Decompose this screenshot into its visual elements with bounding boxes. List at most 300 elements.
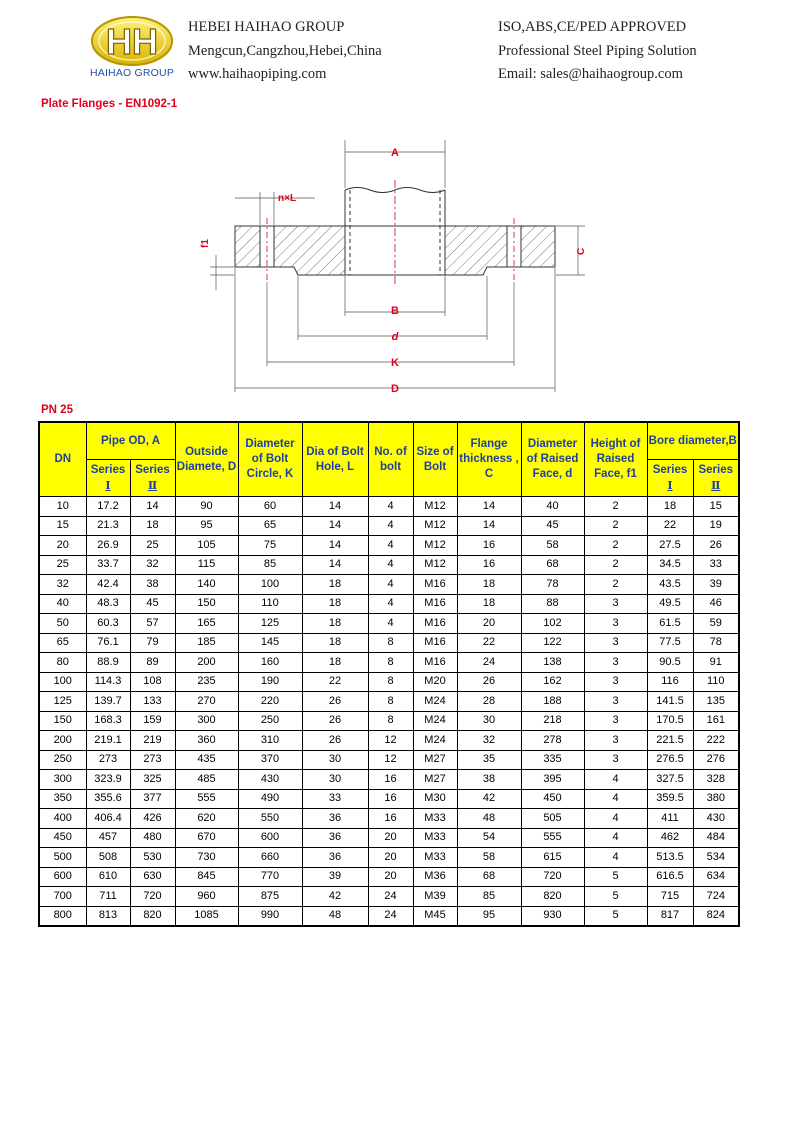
flange-drawing	[190, 130, 610, 400]
hh-logo-icon	[82, 14, 182, 69]
table-cell: 135	[693, 692, 739, 712]
table-cell: 634	[693, 867, 739, 887]
table-cell: 48.3	[86, 594, 130, 614]
table-cell: 505	[521, 809, 584, 829]
table-cell: 377	[130, 789, 175, 809]
table-cell: M45	[413, 906, 457, 926]
table-cell: 39	[693, 575, 739, 595]
table-cell: M33	[413, 828, 457, 848]
table-cell: 33.7	[86, 555, 130, 575]
table-cell: 4	[584, 848, 647, 868]
company-address: Mengcun,Cangzhou,Hebei,China	[188, 42, 382, 59]
table-cell: 400	[39, 809, 86, 829]
table-cell: 325	[130, 770, 175, 790]
dim-d-small-label: d	[391, 331, 399, 343]
table-cell: 170.5	[647, 711, 693, 731]
table-cell: 273	[86, 750, 130, 770]
table-cell: 610	[86, 867, 130, 887]
table-cell: 4	[584, 828, 647, 848]
table-cell: 327.5	[647, 770, 693, 790]
table-cell: 40	[521, 497, 584, 517]
table-cell: 5	[584, 867, 647, 887]
table-cell: M16	[413, 594, 457, 614]
table-cell: 2	[584, 536, 647, 556]
table-cell: 3	[584, 750, 647, 770]
table-cell: 276	[693, 750, 739, 770]
header-pipe-series-1	[86, 460, 130, 497]
svg-text:HH: HH	[106, 21, 158, 62]
table-cell: 159	[130, 711, 175, 731]
table-cell: 4	[368, 575, 413, 595]
table-cell: 555	[521, 828, 584, 848]
table-cell: 4	[584, 789, 647, 809]
table-row	[39, 867, 739, 887]
table-cell: 2	[584, 555, 647, 575]
series-label: Series	[652, 463, 688, 476]
table-cell: 18	[457, 594, 521, 614]
header-bolt-hole: Dia of Bolt Hole, L	[302, 422, 368, 497]
flange-spec-table	[38, 421, 740, 927]
table-header-row	[39, 422, 739, 460]
table-cell: 770	[238, 867, 302, 887]
table-cell: 4	[368, 497, 413, 517]
table-cell: 359.5	[647, 789, 693, 809]
table-cell: 110	[693, 672, 739, 692]
table-cell: 4	[584, 770, 647, 790]
table-cell: 162	[521, 672, 584, 692]
table-cell: 26.9	[86, 536, 130, 556]
table-cell: 145	[238, 633, 302, 653]
table-cell: 125	[39, 692, 86, 712]
table-cell: 380	[693, 789, 739, 809]
header-no-of-bolt: No. of bolt	[368, 422, 413, 497]
table-cell: 960	[175, 887, 238, 907]
table-cell: 38	[130, 575, 175, 595]
table-cell: M36	[413, 867, 457, 887]
table-cell: 26	[693, 536, 739, 556]
table-row	[39, 497, 739, 517]
table-cell: 250	[238, 711, 302, 731]
table-cell: 36	[302, 848, 368, 868]
table-cell: 24	[368, 887, 413, 907]
table-cell: 278	[521, 731, 584, 751]
table-cell: M16	[413, 575, 457, 595]
table-cell: 435	[175, 750, 238, 770]
table-cell: 490	[238, 789, 302, 809]
table-cell: 817	[647, 906, 693, 926]
table-cell: 328	[693, 770, 739, 790]
table-row	[39, 653, 739, 673]
table-cell: M20	[413, 672, 457, 692]
table-cell: 24	[368, 906, 413, 926]
table-cell: M24	[413, 731, 457, 751]
table-row	[39, 594, 739, 614]
series-label: Series	[135, 463, 170, 476]
table-cell: 360	[175, 731, 238, 751]
series-numeral: Ⅱ	[147, 478, 158, 492]
table-cell: 32	[39, 575, 86, 595]
page-title: Plate Flanges - EN1092-1	[41, 98, 178, 110]
table-row	[39, 614, 739, 634]
table-cell: 715	[647, 887, 693, 907]
table-cell: 534	[693, 848, 739, 868]
table-cell: 141.5	[647, 692, 693, 712]
table-cell: 185	[175, 633, 238, 653]
table-cell: 270	[175, 692, 238, 712]
dim-b-label: B	[391, 305, 399, 317]
table-cell: 4	[584, 809, 647, 829]
approval-text: ISO,ABS,CE/PED APPROVED	[498, 19, 687, 35]
table-cell: 90.5	[647, 653, 693, 673]
table-cell: M16	[413, 653, 457, 673]
table-cell: 57	[130, 614, 175, 634]
table-cell: 724	[693, 887, 739, 907]
table-cell: 800	[39, 906, 86, 926]
table-row	[39, 809, 739, 829]
table-cell: 79	[130, 633, 175, 653]
table-row	[39, 731, 739, 751]
table-row	[39, 536, 739, 556]
table-cell: 95	[175, 516, 238, 536]
dim-f1-label: f1	[200, 239, 211, 248]
table-cell: 484	[693, 828, 739, 848]
table-cell: 16	[368, 789, 413, 809]
header-outside-diameter: Outside Diamete, D	[175, 422, 238, 497]
flange-cross-section-diagram	[190, 130, 610, 400]
table-row	[39, 789, 739, 809]
table-cell: 3	[584, 633, 647, 653]
logo-text: HAIHAO GROUP	[89, 67, 175, 79]
table-cell: 395	[521, 770, 584, 790]
dim-a-label: A	[391, 147, 399, 159]
table-cell: M27	[413, 770, 457, 790]
table-cell: 4	[368, 614, 413, 634]
table-cell: 139.7	[86, 692, 130, 712]
table-row	[39, 516, 739, 536]
table-cell: 370	[238, 750, 302, 770]
table-cell: 18	[302, 594, 368, 614]
table-cell: 200	[175, 653, 238, 673]
table-cell: 430	[693, 809, 739, 829]
table-row	[39, 711, 739, 731]
table-cell: 18	[647, 497, 693, 517]
table-cell: 50	[39, 614, 86, 634]
table-cell: 65	[39, 633, 86, 653]
table-cell: 14	[302, 536, 368, 556]
header-raised-face-height: Height of Raised Face, f1	[584, 422, 647, 497]
table-cell: 480	[130, 828, 175, 848]
table-cell: 165	[175, 614, 238, 634]
table-cell: 5	[584, 906, 647, 926]
table-cell: 58	[521, 536, 584, 556]
table-cell: 406.4	[86, 809, 130, 829]
table-cell: 33	[693, 555, 739, 575]
table-cell: 133	[130, 692, 175, 712]
table-cell: 91	[693, 653, 739, 673]
table-cell: 219.1	[86, 731, 130, 751]
dim-nxl-label: n×L	[278, 193, 297, 204]
table-cell: 34.5	[647, 555, 693, 575]
table-cell: 600	[39, 867, 86, 887]
table-cell: 32	[130, 555, 175, 575]
table-cell: 2	[584, 497, 647, 517]
table-cell: 30	[302, 770, 368, 790]
table-cell: 310	[238, 731, 302, 751]
table-cell: 600	[238, 828, 302, 848]
table-cell: 411	[647, 809, 693, 829]
table-cell: 200	[39, 731, 86, 751]
table-cell: 78	[521, 575, 584, 595]
table-cell: 4	[368, 555, 413, 575]
pressure-class: PN 25	[41, 404, 73, 416]
table-cell: 8	[368, 672, 413, 692]
table-cell: 14	[302, 516, 368, 536]
table-cell: 20	[368, 848, 413, 868]
table-row	[39, 750, 739, 770]
table-cell: 457	[86, 828, 130, 848]
table-cell: 100	[238, 575, 302, 595]
table-cell: 26	[302, 711, 368, 731]
table-cell: M27	[413, 750, 457, 770]
table-cell: 4	[368, 536, 413, 556]
table-cell: M24	[413, 711, 457, 731]
table-cell: 1085	[175, 906, 238, 926]
table-cell: 78	[693, 633, 739, 653]
table-cell: 16	[368, 770, 413, 790]
table-cell: 33	[302, 789, 368, 809]
table-cell: 670	[175, 828, 238, 848]
table-row	[39, 692, 739, 712]
table-cell: 616.5	[647, 867, 693, 887]
table-cell: 59	[693, 614, 739, 634]
table-cell: 3	[584, 731, 647, 751]
table-cell: 3	[584, 614, 647, 634]
table-cell: 18	[302, 614, 368, 634]
table-cell: 30	[302, 750, 368, 770]
table-cell: 450	[521, 789, 584, 809]
table-cell: 990	[238, 906, 302, 926]
table-cell: 300	[175, 711, 238, 731]
table-cell: 54	[457, 828, 521, 848]
table-cell: 65	[238, 516, 302, 536]
table-cell: 68	[521, 555, 584, 575]
table-cell: 273	[130, 750, 175, 770]
table-cell: 168.3	[86, 711, 130, 731]
table-cell: 3	[584, 672, 647, 692]
table-cell: 10	[39, 497, 86, 517]
table-cell: 700	[39, 887, 86, 907]
table-cell: 4	[368, 516, 413, 536]
table-cell: 150	[39, 711, 86, 731]
table-cell: 426	[130, 809, 175, 829]
table-cell: 630	[130, 867, 175, 887]
table-cell: 26	[302, 692, 368, 712]
table-cell: 45	[521, 516, 584, 536]
table-cell: M16	[413, 614, 457, 634]
table-cell: 276.5	[647, 750, 693, 770]
table-cell: 14	[302, 555, 368, 575]
table-cell: 820	[130, 906, 175, 926]
table-cell: 48	[302, 906, 368, 926]
table-cell: 77.5	[647, 633, 693, 653]
table-cell: 845	[175, 867, 238, 887]
table-cell: 2	[584, 575, 647, 595]
table-cell: 27.5	[647, 536, 693, 556]
table-cell: 8	[368, 653, 413, 673]
header-pipe-series-2	[130, 460, 175, 497]
series-label: Series	[698, 463, 734, 476]
table-cell: M24	[413, 692, 457, 712]
table-cell: 19	[693, 516, 739, 536]
table-cell: 20	[39, 536, 86, 556]
table-cell: M12	[413, 516, 457, 536]
table-cell: 620	[175, 809, 238, 829]
table-cell: 138	[521, 653, 584, 673]
table-cell: 95	[457, 906, 521, 926]
table-cell: 508	[86, 848, 130, 868]
table-cell: 711	[86, 887, 130, 907]
dim-d-label: D	[391, 383, 399, 395]
table-cell: 355.6	[86, 789, 130, 809]
table-cell: 48	[457, 809, 521, 829]
table-cell: M12	[413, 536, 457, 556]
table-cell: 730	[175, 848, 238, 868]
table-cell: 323.9	[86, 770, 130, 790]
table-cell: 235	[175, 672, 238, 692]
table-cell: 18	[302, 653, 368, 673]
table-cell: 150	[175, 594, 238, 614]
company-website[interactable]: www.haihaopiping.com	[188, 66, 327, 82]
table-cell: 115	[175, 555, 238, 575]
table-cell: 36	[302, 828, 368, 848]
header-flange-thickness: Flange thickness , C	[457, 422, 521, 497]
table-cell: 125	[238, 614, 302, 634]
table-cell: 25	[39, 555, 86, 575]
table-cell: 219	[130, 731, 175, 751]
table-cell: 17.2	[86, 497, 130, 517]
table-row	[39, 672, 739, 692]
table-cell: 122	[521, 633, 584, 653]
table-cell: 485	[175, 770, 238, 790]
table-cell: 16	[457, 555, 521, 575]
table-cell: 720	[521, 867, 584, 887]
table-cell: 36	[302, 809, 368, 829]
table-cell: 12	[368, 731, 413, 751]
dim-c-label: C	[576, 247, 587, 255]
table-cell: 300	[39, 770, 86, 790]
table-cell: 350	[39, 789, 86, 809]
table-cell: 15	[39, 516, 86, 536]
table-cell: 3	[584, 653, 647, 673]
table-cell: 8	[368, 711, 413, 731]
table-cell: 16	[368, 809, 413, 829]
table-cell: 430	[238, 770, 302, 790]
table-cell: 20	[368, 828, 413, 848]
series-numeral: Ⅰ	[105, 478, 111, 492]
series-numeral: Ⅰ	[667, 478, 673, 492]
table-cell: 530	[130, 848, 175, 868]
table-cell: 89	[130, 653, 175, 673]
table-cell: 14	[457, 516, 521, 536]
table-cell: 220	[238, 692, 302, 712]
table-cell: 190	[238, 672, 302, 692]
header-bore-series-1	[647, 460, 693, 497]
table-cell: 61.5	[647, 614, 693, 634]
table-row	[39, 828, 739, 848]
header-raised-face-diameter: Diameter of Raised Face, d	[521, 422, 584, 497]
table-cell: M12	[413, 497, 457, 517]
table-cell: 250	[39, 750, 86, 770]
table-cell: 513.5	[647, 848, 693, 868]
table-cell: 46	[693, 594, 739, 614]
table-cell: 335	[521, 750, 584, 770]
company-logo	[82, 14, 182, 84]
table-cell: 24	[457, 653, 521, 673]
table-cell: 14	[130, 497, 175, 517]
table-cell: 18	[302, 633, 368, 653]
table-cell: 26	[302, 731, 368, 751]
table-cell: 110	[238, 594, 302, 614]
company-info	[188, 16, 382, 87]
company-credentials	[498, 16, 697, 87]
header-pipe-od: Pipe OD, A	[86, 422, 175, 460]
table-cell: 8	[368, 633, 413, 653]
table-cell: 43.5	[647, 575, 693, 595]
table-cell: 555	[175, 789, 238, 809]
table-cell: 3	[584, 692, 647, 712]
table-cell: 30	[457, 711, 521, 731]
header-bolt-circle: Diameter of Bolt Circle, K	[238, 422, 302, 497]
table-cell: 462	[647, 828, 693, 848]
table-cell: 18	[457, 575, 521, 595]
header-size-of-bolt: Size of Bolt	[413, 422, 457, 497]
dim-k-label: K	[391, 357, 399, 369]
table-cell: 68	[457, 867, 521, 887]
table-cell: 22	[457, 633, 521, 653]
page-header	[0, 0, 793, 90]
table-cell: 80	[39, 653, 86, 673]
table-cell: 114.3	[86, 672, 130, 692]
table-cell: 32	[457, 731, 521, 751]
table-row	[39, 575, 739, 595]
table-cell: 140	[175, 575, 238, 595]
table-cell: 88	[521, 594, 584, 614]
table-cell: 660	[238, 848, 302, 868]
table-row	[39, 906, 739, 926]
table-cell: 218	[521, 711, 584, 731]
tagline-text: Professional Steel Piping Solution	[498, 42, 697, 59]
table-cell: 720	[130, 887, 175, 907]
table-cell: 15	[693, 497, 739, 517]
header-dn: DN	[39, 422, 86, 497]
table-cell: 49.5	[647, 594, 693, 614]
table-body	[39, 497, 739, 927]
table-cell: 20	[457, 614, 521, 634]
header-bore-series-2	[693, 460, 739, 497]
table-cell: 116	[647, 672, 693, 692]
company-email[interactable]: Email: sales@haihaogroup.com	[498, 66, 683, 82]
table-cell: 3	[584, 594, 647, 614]
table-cell: 160	[238, 653, 302, 673]
table-cell: 105	[175, 536, 238, 556]
table-cell: 500	[39, 848, 86, 868]
table-cell: 42.4	[86, 575, 130, 595]
table-cell: 90	[175, 497, 238, 517]
table-row	[39, 633, 739, 653]
table-cell: 100	[39, 672, 86, 692]
table-cell: 40	[39, 594, 86, 614]
series-label: Series	[90, 463, 126, 476]
